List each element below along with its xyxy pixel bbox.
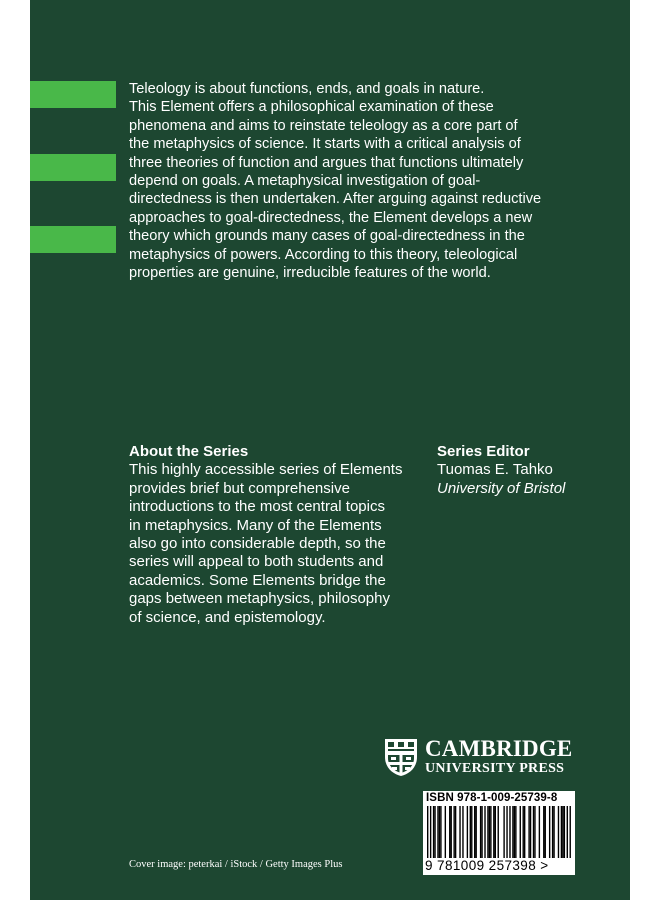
about-series-line: also go into considerable depth, so the bbox=[129, 535, 386, 553]
barcode-bar bbox=[523, 806, 524, 858]
barcode-bar bbox=[459, 806, 460, 858]
barcode-bar bbox=[530, 806, 531, 858]
barcode-bar bbox=[495, 806, 496, 858]
about-series-line: gaps between metaphysics, philosophy bbox=[129, 590, 390, 608]
barcode-bar bbox=[520, 806, 521, 858]
barcode-bar bbox=[545, 806, 546, 858]
barcode-bar bbox=[489, 806, 490, 858]
barcode-bar bbox=[484, 806, 485, 858]
barcode-bar bbox=[564, 806, 565, 858]
barcode-bar bbox=[440, 806, 441, 858]
barcode-bar bbox=[498, 806, 499, 858]
barcode-bar bbox=[558, 806, 559, 858]
barcode-digits: 9 781009 257398 > bbox=[425, 858, 549, 873]
series-editor bbox=[437, 443, 617, 498]
series-editor-affiliation: University of Bristol bbox=[437, 479, 566, 497]
blurb-line: properties are genuine, irreducible features of the world. bbox=[129, 265, 491, 282]
barcode-bar bbox=[552, 806, 553, 858]
series-editor-name: Tuomas E. Tahko bbox=[437, 461, 553, 479]
cambridge-crest-icon bbox=[383, 737, 419, 777]
series-editor-heading: Series Editor bbox=[437, 443, 530, 460]
barcode-bar bbox=[453, 806, 454, 858]
barcode-bar bbox=[451, 806, 452, 858]
barcode-bar bbox=[475, 806, 476, 858]
barcode-bar bbox=[487, 806, 488, 858]
barcode-bar bbox=[449, 806, 450, 858]
barcode-bar bbox=[433, 806, 434, 858]
barcode-bar bbox=[430, 806, 431, 858]
barcode-bar bbox=[570, 806, 571, 858]
barcode-bar bbox=[528, 806, 529, 858]
blurb-line: Teleology is about functions, ends, and goals in nature. bbox=[129, 81, 485, 97]
barcode-bar bbox=[561, 806, 562, 858]
barcode-bar bbox=[490, 806, 491, 858]
barcode-bar bbox=[455, 806, 456, 858]
barcode-bar bbox=[462, 806, 463, 858]
isbn-barcode bbox=[423, 791, 575, 875]
about-series-line: introductions to the most central topics bbox=[129, 498, 385, 516]
barcode-bar bbox=[427, 806, 428, 858]
barcode-bar bbox=[506, 806, 507, 858]
about-series-heading: About the Series bbox=[129, 443, 249, 460]
blurb-line: phenomena and aims to reinstate teleology as a core part of bbox=[129, 117, 518, 134]
accent-stripe-bottom bbox=[30, 226, 116, 253]
about-the-series bbox=[129, 443, 419, 627]
barcode-bar bbox=[515, 806, 516, 858]
blurb-line: metaphysics of powers. According to this theory, teleological bbox=[129, 246, 518, 263]
barcode-bar bbox=[503, 806, 504, 858]
blurb-line: This Element offers a philosophical examination of these bbox=[129, 99, 494, 116]
barcode-bar bbox=[534, 806, 535, 858]
publisher-subname: UNIVERSITY PRESS bbox=[425, 761, 565, 776]
barcode-bar bbox=[445, 806, 446, 858]
blurb-line: three theories of function and argues that functions ultimately bbox=[129, 154, 524, 171]
blurb-line: depend on goals. A metaphysical investigation of goal- bbox=[129, 173, 481, 190]
barcode-bar bbox=[470, 806, 471, 858]
barcode-bar bbox=[543, 806, 544, 858]
about-series-line: provides brief but comprehensive bbox=[129, 479, 350, 497]
publisher-name: CAMBRIDGE bbox=[425, 736, 573, 761]
barcode-bar bbox=[562, 806, 563, 858]
book-blurb bbox=[129, 80, 579, 282]
accent-stripe-top bbox=[30, 81, 116, 108]
about-series-line: in metaphysics. Many of the Elements bbox=[129, 516, 382, 534]
blurb-line: theory which grounds many cases of goal-directedness in the bbox=[129, 228, 525, 245]
barcode-bar bbox=[493, 806, 494, 858]
barcode-bar bbox=[439, 806, 440, 858]
barcode-bar bbox=[474, 806, 475, 858]
barcode-bars bbox=[427, 806, 571, 858]
barcode-bar bbox=[480, 806, 481, 858]
blurb-line: approaches to goal-directedness, the Element develops a new bbox=[129, 209, 533, 226]
barcode-bar bbox=[524, 806, 525, 858]
barcode-bar bbox=[533, 806, 534, 858]
publisher-logo bbox=[383, 736, 583, 782]
blurb-line: directedness is then undertaken. After arguing against reductive bbox=[129, 191, 542, 208]
barcode-bar bbox=[539, 806, 540, 858]
barcode-bar bbox=[512, 806, 513, 858]
about-series-line: academics. Some Elements bridge the bbox=[129, 571, 386, 589]
isbn-label: ISBN 978-1-009-25739-8 bbox=[426, 792, 558, 804]
cover-image-credit: Cover image: peterkai / iStock / Getty Images Plus bbox=[129, 859, 343, 870]
about-series-line: series will appeal to both students and bbox=[129, 553, 384, 571]
barcode-bar bbox=[553, 806, 554, 858]
barcode-bar bbox=[514, 806, 515, 858]
barcode-bar bbox=[434, 806, 435, 858]
accent-stripe-middle bbox=[30, 154, 116, 181]
barcode-bar bbox=[481, 806, 482, 858]
about-series-line: of science, and epistemology. bbox=[129, 608, 326, 626]
barcode-bar bbox=[509, 806, 510, 858]
barcode-bar bbox=[567, 806, 568, 858]
blurb-line: the metaphysics of science. It starts with a critical analysis of bbox=[129, 136, 521, 153]
about-series-line: This highly accessible series of Elements bbox=[129, 461, 403, 479]
barcode-bar bbox=[467, 806, 468, 858]
barcode-bar bbox=[437, 806, 438, 858]
barcode-bar bbox=[549, 806, 550, 858]
barcode-bar bbox=[471, 806, 472, 858]
